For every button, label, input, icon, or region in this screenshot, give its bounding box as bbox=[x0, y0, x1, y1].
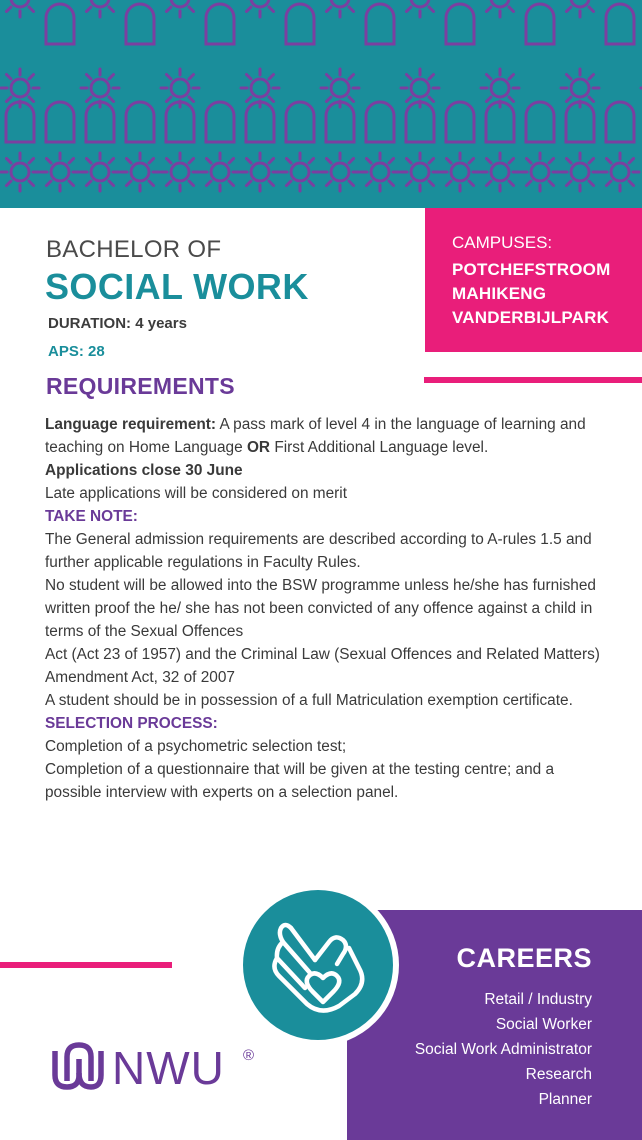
career-item: Retail / Industry bbox=[484, 991, 592, 1008]
take-note-paragraph: No student will be allowed into the BSW programme unless he/she has furnished written proof the he/ she has not been convicted of any offence against a child in terms of the Sexual Offences bbox=[45, 577, 596, 640]
program-title: SOCIAL WORK bbox=[45, 266, 309, 307]
selection-paragraph: Completion of a questionnaire that will be given at the testing centre; and a possible interview with experts on a selection panel. bbox=[45, 761, 555, 801]
selection-paragraph: Completion of a psychometric selection test; bbox=[45, 738, 347, 755]
campuses-label: CAMPUSES: bbox=[452, 233, 553, 252]
selection-heading: SELECTION PROCESS: bbox=[45, 715, 218, 732]
language-text-1: A pass mark of level 4 in the language of learning and teaching on Home Language bbox=[45, 416, 586, 456]
careers-icon-circle bbox=[237, 884, 399, 1046]
campus-item: MAHIKENG bbox=[452, 284, 547, 303]
take-note-paragraph: The General admission requirements are described according to A-rules 1.5 and further applicable regulations in Faculty Rules. bbox=[45, 531, 592, 571]
careers-list bbox=[415, 987, 592, 1112]
take-note-paragraph: Act (Act 23 of 1957) and the Criminal Law (Sexual Offences and Related Matters) Amendment Act, 32 of 2007 bbox=[45, 646, 600, 686]
nwu-logo-text: NWU bbox=[112, 1042, 225, 1094]
career-item: Social Work Administrator bbox=[414, 1041, 592, 1058]
duration bbox=[48, 315, 187, 332]
duration-label: DURATION: bbox=[48, 315, 132, 332]
take-note-heading: TAKE NOTE: bbox=[45, 508, 138, 525]
language-or: OR bbox=[246, 439, 271, 456]
career-item: Social Worker bbox=[495, 1016, 592, 1033]
program-pre-title: BACHELOR OF bbox=[46, 236, 222, 263]
applications-close: Applications close 30 June bbox=[45, 462, 243, 479]
language-label: Language requirement: bbox=[45, 416, 217, 433]
nwu-logo-icon bbox=[50, 1041, 106, 1091]
campus-item: VANDERBIJLPARK bbox=[452, 308, 610, 327]
requirements-body bbox=[45, 413, 605, 804]
sun-arch-pattern-icon bbox=[0, 0, 642, 208]
campuses-box bbox=[425, 208, 642, 352]
hand-heart-icon bbox=[243, 890, 393, 1040]
nwu-logo bbox=[50, 1041, 106, 1096]
late-applications: Late applications will be considered on merit bbox=[45, 485, 347, 502]
aps: APS: 28 bbox=[48, 343, 105, 360]
campuses-list bbox=[452, 258, 610, 330]
nwu-registered-mark: ® bbox=[243, 1047, 255, 1064]
take-note-paragraph: A student should be in possession of a full Matriculation exemption certificate. bbox=[45, 692, 573, 709]
duration-value: 4 years bbox=[135, 315, 187, 332]
requirements-heading: REQUIREMENTS bbox=[46, 373, 235, 399]
campus-item: POTCHEFSTROOM bbox=[452, 260, 611, 279]
careers-heading: CAREERS bbox=[456, 943, 592, 973]
career-item: Planner bbox=[538, 1091, 592, 1108]
career-item: Research bbox=[525, 1066, 592, 1083]
language-requirement bbox=[45, 413, 605, 459]
divider-bar-left bbox=[0, 962, 172, 968]
language-text-2: First Additional Language level. bbox=[274, 439, 489, 456]
divider-bar-right bbox=[424, 377, 642, 383]
header-banner bbox=[0, 0, 642, 208]
